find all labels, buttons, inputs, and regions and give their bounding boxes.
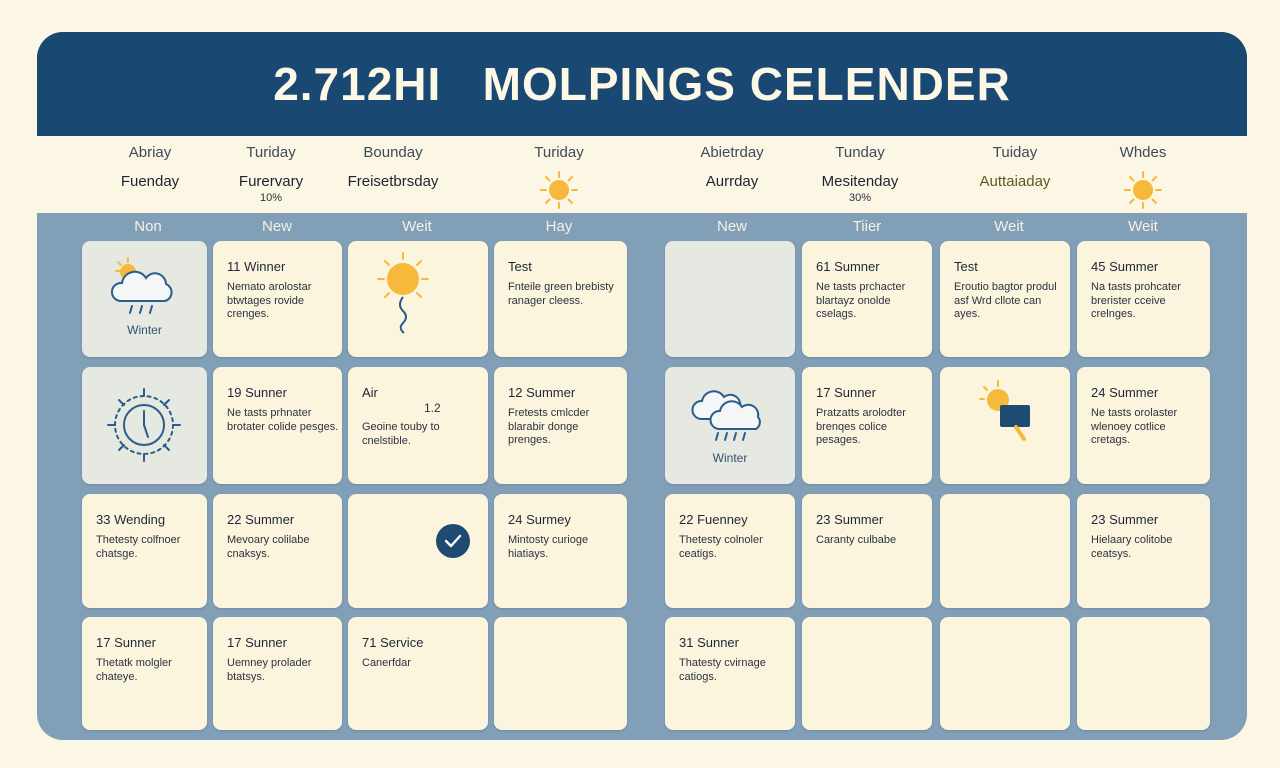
sun-icon <box>539 170 579 210</box>
day-card[interactable] <box>802 367 932 484</box>
day-card[interactable] <box>1077 241 1210 357</box>
day-card[interactable] <box>494 367 627 484</box>
column-header: Non <box>134 218 162 235</box>
column-header: Hay <box>545 218 573 235</box>
card-body: Pratzatts arolodter brenqes colice pesages. <box>816 407 906 446</box>
day-header-top: Tuiday <box>992 144 1038 161</box>
cloud-rain-icon <box>665 367 795 484</box>
weather-card[interactable] <box>82 367 207 484</box>
day-header-percent: 10% <box>259 192 283 204</box>
card-body: Ne tasts prchacter blartayz onolde cselags. <box>816 281 906 320</box>
day-header-top: Turiday <box>246 144 296 161</box>
column-header: Weit <box>1128 218 1158 235</box>
card-title: 17 Sunner <box>96 635 156 650</box>
weather-label: Winter <box>712 451 748 465</box>
empty-card[interactable] <box>1077 617 1210 730</box>
check-card[interactable] <box>348 494 488 608</box>
card-title: 61 Sumner <box>816 259 880 274</box>
empty-card[interactable] <box>802 617 932 730</box>
day-header-top: Abriay <box>128 144 172 161</box>
day-card[interactable] <box>348 617 488 730</box>
weather-card[interactable] <box>665 367 795 484</box>
card-body: Ne tasts prhnater brotater colide pesges. <box>227 407 339 433</box>
day-card[interactable] <box>940 241 1070 357</box>
card-body: Eroutio bagtor produl asf Wrd cllote can ayes. <box>954 281 1057 320</box>
check-icon[interactable] <box>436 524 470 558</box>
card-title: 33 Wending <box>96 512 166 527</box>
column-header: Weit <box>994 218 1024 235</box>
day-card[interactable] <box>494 494 627 608</box>
card-title: 31 Sunner <box>679 635 739 650</box>
air-value: 1.2 <box>424 401 441 415</box>
card-body: Geoine touby to cnelstible. <box>362 421 440 447</box>
card-body: Canerfdar <box>362 657 411 669</box>
day-header-bottom: Freisetbrsday <box>347 173 439 190</box>
card-body: Caranty culbabe <box>816 534 897 546</box>
card-title: 23 Summer <box>1091 512 1159 527</box>
day-header-top: Bounday <box>363 144 423 161</box>
sun-icon <box>348 241 488 357</box>
card-body: Fnteile green brebisty ranager cleess. <box>508 281 614 307</box>
clock-snowflake-icon <box>82 367 207 484</box>
day-card[interactable] <box>1077 367 1210 484</box>
empty-card[interactable] <box>940 494 1070 608</box>
weather-card[interactable] <box>82 241 207 357</box>
day-card[interactable] <box>802 241 932 357</box>
day-card[interactable] <box>82 494 207 608</box>
card-body: Mintosty curioge hiatiays. <box>508 534 589 560</box>
calendar-title: 2.712HI MOLPINGS CELENDER <box>273 58 1011 110</box>
card-title: 17 Sunner <box>227 635 287 650</box>
calendar-frame <box>37 32 1247 740</box>
day-header-top: Whdes <box>1119 144 1167 161</box>
day-card[interactable] <box>665 617 795 730</box>
card-title: 17 Sunner <box>816 385 876 400</box>
day-card[interactable] <box>1077 494 1210 608</box>
card-body: Thetatk molgler chateye. <box>96 657 172 683</box>
card-title: 12 Summer <box>508 385 576 400</box>
day-card[interactable] <box>213 367 342 484</box>
day-header[interactable] <box>1068 144 1218 210</box>
day-header-bottom: Auttaiaday <box>979 173 1051 190</box>
card-title: 23 Summer <box>816 512 884 527</box>
card-body: Mevoary colilabe cnaksys. <box>227 534 310 560</box>
day-header-bottom: Furervary <box>238 173 304 190</box>
day-card[interactable] <box>802 494 932 608</box>
card-body: Thetesty colnoler ceatigs. <box>679 534 763 560</box>
column-header: New <box>716 218 747 235</box>
day-card[interactable] <box>82 617 207 730</box>
card-body: Thetesty colfnoer chatsge. <box>96 534 181 560</box>
card-body: Na tasts prohcater brerister cceive crelnges. <box>1091 281 1181 320</box>
day-card[interactable] <box>213 617 342 730</box>
empty-card[interactable] <box>665 241 795 357</box>
day-header-bottom: Aurrday <box>705 173 759 190</box>
day-header[interactable] <box>484 144 634 210</box>
day-header[interactable] <box>318 144 468 191</box>
day-header-top: Tunday <box>835 144 885 161</box>
card-title: 11 Winner <box>227 259 286 274</box>
air-label: Air <box>362 385 378 400</box>
day-card[interactable] <box>213 494 342 608</box>
day-header-top: Abietrday <box>700 144 764 161</box>
card-title: 22 Fuenney <box>679 512 748 527</box>
air-card[interactable] <box>348 367 488 484</box>
card-title: 24 Surmey <box>508 512 571 527</box>
card-body: Fretests cmlcder blarabir donge prenges. <box>508 407 590 446</box>
day-header-bottom: Mesitenday <box>821 173 899 190</box>
day-card[interactable] <box>665 494 795 608</box>
card-title: 71 Service <box>362 635 424 650</box>
weather-card[interactable] <box>348 241 488 357</box>
column-header: Tiier <box>852 218 882 235</box>
weather-card[interactable] <box>940 367 1070 484</box>
column-header: New <box>261 218 292 235</box>
card-title: Test <box>508 259 532 274</box>
day-header[interactable] <box>785 144 935 205</box>
calendar-header <box>37 32 1247 136</box>
day-header-percent: 30% <box>848 192 872 204</box>
day-header-band <box>37 136 1247 213</box>
sun-icon <box>1123 170 1163 210</box>
card-body: Ne tasts orolaster wlenoey cotlice cretags. <box>1091 407 1178 446</box>
day-card[interactable] <box>213 241 342 357</box>
card-body: Thatesty cvirnage catiogs. <box>679 657 766 683</box>
card-title: 24 Summer <box>1091 385 1159 400</box>
card-title: 22 Summer <box>227 512 295 527</box>
empty-card[interactable] <box>940 617 1070 730</box>
cloud-sun-rain-icon <box>82 241 207 357</box>
card-body: Nemato arolostar btwtages rovide crenges. <box>227 281 312 320</box>
column-header: Weit <box>402 218 432 235</box>
card-title: 19 Sunner <box>227 385 287 400</box>
day-header-bottom: Fuenday <box>120 173 180 190</box>
card-title: 45 Summer <box>1091 259 1159 274</box>
day-card[interactable] <box>494 241 627 357</box>
weather-label: Winter <box>127 323 162 337</box>
sun-chat-icon <box>940 367 1070 484</box>
card-title: Test <box>954 259 978 274</box>
day-header-top: Turiday <box>534 144 584 161</box>
empty-card[interactable] <box>494 617 627 730</box>
card-body: Hielaary colitobe ceatsys. <box>1091 534 1173 560</box>
card-body: Uemney prolader btatsys. <box>227 657 312 683</box>
